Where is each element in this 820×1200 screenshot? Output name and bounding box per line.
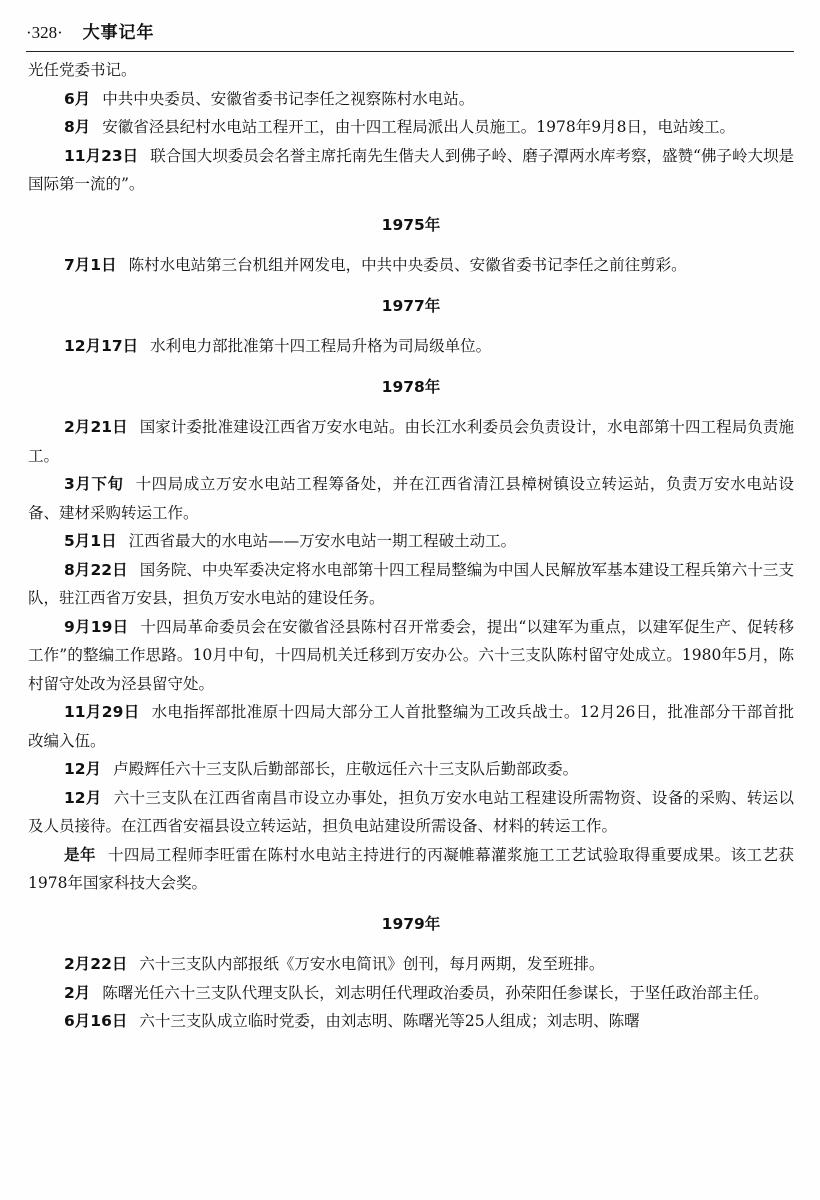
entry-text: 联合国大坝委员会名誉主席托南先生偕夫人到佛子岭、磨子潭两水库考察，盛赞“佛子岭大坝是国际第一流的”。: [28, 146, 794, 193]
entry-text: 水利电力部批准第十四工程局升格为司局级单位。: [150, 337, 492, 355]
entry-text: 六十三支队成立临时党委，由刘志明、陈曙光等25人组成；刘志明、陈曙: [139, 1012, 640, 1030]
entry-date: 11月29日: [64, 703, 140, 721]
entry-date: 5月1日: [64, 532, 117, 550]
entry-text: 卢殿辉任六十三支队后勤部部长，庄敬远任六十三支队后勤部政委。: [113, 760, 579, 778]
chronicle-entry: [28, 784, 794, 841]
entry-text: 十四局革命委员会在安徽省泾县陈村召开常委会，提出“以建军为重点，以建军促生产、促转移工作”的整编工作思路。10月中旬，十四局机关迁移到万安办公。六十三支队陈村留守处成立。1980年5月，陈村留守处改为泾县留守处。: [28, 617, 794, 693]
entry-date: 7月1日: [64, 256, 117, 274]
chronicle-entry: [28, 698, 794, 755]
entry-text: 陈曙光任六十三支队代理支队长，刘志明任代理政治委员，孙荣阳任参谋长，于坚任政治部主任。: [102, 983, 769, 1002]
header-rule: [26, 51, 794, 52]
entry-date: 6月16日: [64, 1012, 128, 1030]
chronicle-entry: [28, 113, 794, 142]
entry-date: 3月下旬: [64, 475, 124, 493]
year-heading: 1975年: [381, 215, 441, 234]
entry-date: 11月23日: [64, 146, 139, 165]
entry-text: 六十三支队内部报纸《万安水电简讯》创刊，每月两期，发至班排。: [139, 955, 605, 973]
entry-text: 光任党委书记。: [28, 61, 137, 79]
entry-text: 安徽省泾县纪村水电站工程开工，由十四工程局派出人员施工。1978年9月8日，电站竣工。: [102, 118, 735, 136]
entry-text: 国家计委批准建设江西省万安水电站。由长江水利委员会负责设计，水电部第十四工程局负责施工。: [28, 418, 794, 465]
entry-date: 2月: [64, 983, 91, 1002]
entry-date: 2月22日: [64, 955, 128, 973]
entry-text: 江西省最大的水电站——万安水电站一期工程破土动工。: [128, 532, 517, 550]
year-heading: 1979年: [381, 914, 441, 933]
page-number: ·328·: [26, 23, 63, 42]
entry-text: 六十三支队在江西省南昌市设立办事处，担负万安水电站工程建设所需物资、设备的采购、转运以及人员接待。在江西省安福县设立转运站，担负电站建设所需设备、材料的转运工作。: [28, 788, 794, 835]
chronicle-entry: [28, 979, 794, 1008]
chronicle-entry: [28, 950, 794, 979]
entry-text: 中共中央委员、安徽省委书记李任之视察陈村水电站。: [102, 89, 475, 108]
year-heading: 1977年: [381, 296, 441, 315]
entry-date: 8月: [64, 118, 91, 136]
entry-date: 是年: [64, 845, 96, 864]
entry-text: 陈村水电站第三台机组并网发电，中共中央委员、安徽省委书记李任之前往剪彩。: [128, 256, 687, 274]
entry-date: 12月: [64, 788, 102, 807]
entry-text: 十四局成立万安水电站工程筹备处，并在江西省清江县樟树镇设立转运站，负责万安水电站设备、建材采购转运工作。: [28, 475, 794, 522]
chronicle-entry: [28, 613, 794, 699]
chronicle-entry: [28, 755, 794, 784]
chronicle-entry: [28, 841, 794, 898]
chronicle-entry: [28, 556, 794, 613]
section-title: 大事记年: [82, 23, 155, 43]
chronicle-entry: [28, 413, 794, 470]
continued-paragraph: [28, 56, 794, 85]
entry-date: 8月22日: [64, 560, 128, 579]
entry-date: 2月21日: [64, 418, 128, 436]
chronicle-entry: [28, 85, 794, 114]
chronicle-entry: [28, 332, 794, 361]
chronicle-entry: [28, 1007, 794, 1036]
entry-date: 12月: [64, 760, 102, 778]
entry-text: 十四局工程师李旺雷在陈村水电站主持进行的丙凝帷幕灌浆施工工艺试验取得重要成果。该工艺获1978年国家科技大会奖。: [28, 845, 794, 892]
entry-text: 国务院、中央军委决定将水电部第十四工程局整编为中国人民解放军基本建设工程兵第六十三支队，驻江西省万安县，担负万安水电站的建设任务。: [28, 560, 794, 607]
entry-date: 9月19日: [64, 617, 129, 636]
entry-text: 水电指挥部批准原十四局大部分工人首批整编为工改兵战士。12月26日，批准部分干部首批改编入伍。: [28, 703, 795, 750]
entry-date: 6月: [64, 89, 91, 108]
running-head: [26, 16, 794, 50]
chronicle-entry: [28, 251, 794, 280]
chronicle-entry: [28, 527, 794, 556]
chronicle-entry: [28, 470, 794, 527]
year-heading: 1978年: [381, 377, 441, 396]
entry-date: 12月17日: [64, 337, 139, 355]
document-body: [28, 56, 794, 1036]
chronicle-entry: [28, 142, 794, 199]
